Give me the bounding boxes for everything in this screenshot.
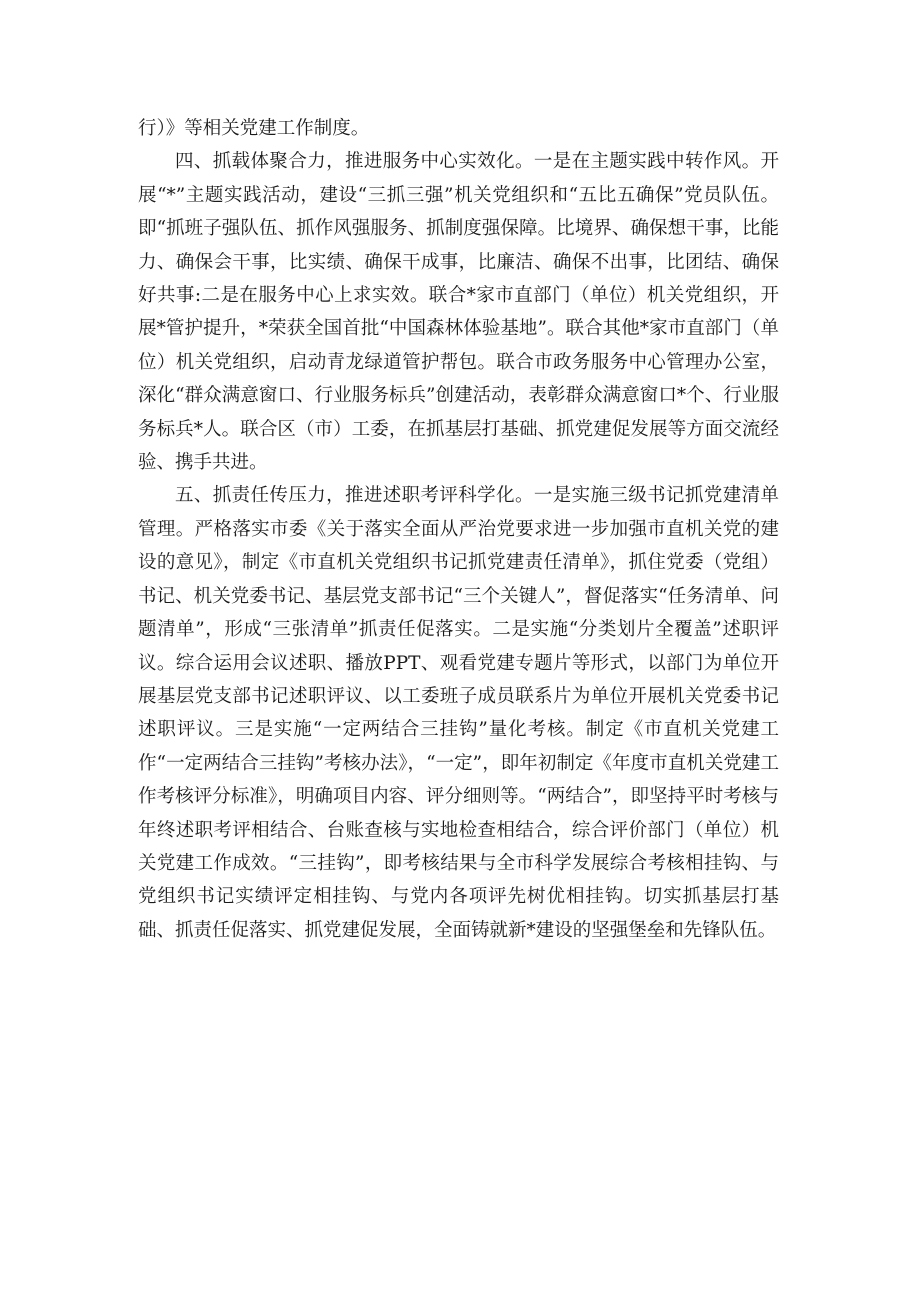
paragraph-section-four: 四、抓载体聚合力，推进服务中心实效化。一是在主题实践中转作风。开展“*”主题实践活动，建设“三抓三强”机关党组织和“五比五确保”党员队伍。即“抓班子强队伍、抓作风强服务、抓制度强保障。比境界、确保想干事，比能力、确保会干事，比实绩、确保干成事，比廉洁、确保不出事，比团结、确保好共事:二是在服务中心上求实效。联合*家市直部门（单位）机关党组织，开展*管护提升，*荣获全国首批“中国森林体验基地”。联合其他*家市直部门（单位）机关党组织，启动青龙绿道管护帮包。联合市政务服务中心管理办公室，深化“群众满意窗口、行业服务标兵”创建活动，表彰群众满意窗口*个、行业服务标兵*人。联合区（市）工委，在抓基层打基础、抓党建促发展等方面交流经验、携手共进。 — [138, 151, 779, 474]
paragraph-section-five: 五、抓责任传压力，推进述职考评科学化。一是实施三级书记抓党建清单管理。严格落实市委《关于落实全面从严治党要求进一步加强市直机关党的建设的意见》，制定《市直机关党组织书记抓党建责任清单》，抓住党委（党组）书记、机关党委书记、基层党支部书记“三个关键人”，督促落实“任务清单、问题清单”，形成“三张清单”抓责任促落实。二是实施“分类划片全覆盖”述职评议。综合运用会议述职、播放PPT、观看党建专题片等形式，以部门为单位开展基层党支部书记述职评议、以工委班子成员联系片为单位开展机关党委书记述职评议。三是实施“一定两结合三挂钩”量化考核。制定《市直机关党建工作“一定两结合三挂钩”考核办法》，“一定”，即年初制定《年度市直机关党建工作考核评分标准》，明确项目内容、评分细则等。“两结合”，即坚持平时考核与年终述职考评相结合、台账查核与实地检查相结合，综合评价部门（单位）机关党建工作成效。“三挂钩”，即考核结果与全市科学发展综合考核相挂钩、与党组织书记实绩评定相挂钩、与党内各项评先树优相挂钩。切实抓基层打基础、抓责任促落实、抓党建促发展，全面铸就新*建设的坚强堡垒和先锋队伍。 — [138, 485, 779, 941]
paragraph-continuation: 行）》等相关党建工作制度。 — [138, 118, 370, 139]
document-body — [138, 112, 779, 947]
